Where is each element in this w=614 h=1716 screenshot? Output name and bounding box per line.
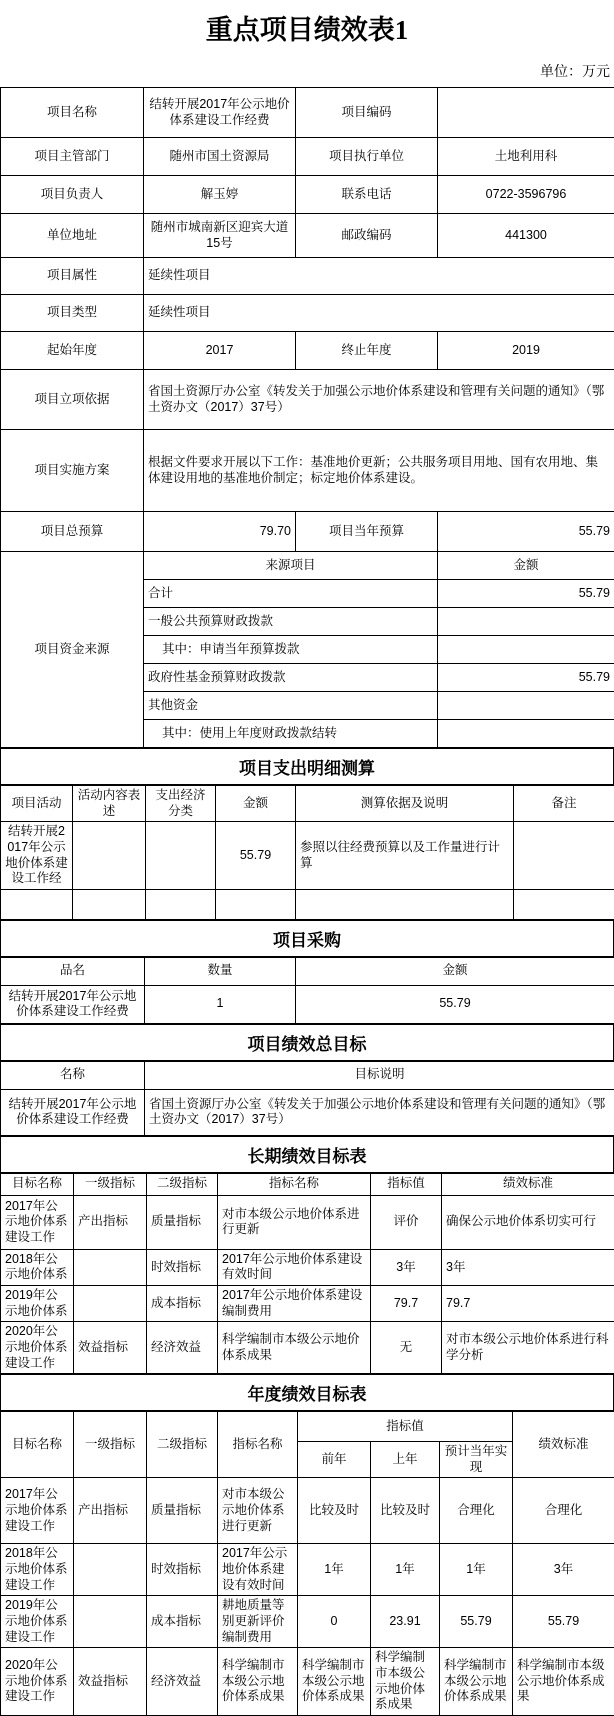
header-standard: 绩效标准 xyxy=(442,1173,614,1195)
header-indicator-value: 指标值 xyxy=(371,1173,442,1195)
cell-level2: 成本指标 xyxy=(147,1286,218,1322)
cell-goal-name: 2018年公示地价体系 xyxy=(1,1249,74,1285)
header-goal-name: 目标名称 xyxy=(1,1412,74,1478)
type-value: 延续性项目 xyxy=(144,295,614,332)
cell-goal-name: 2020年公示地价体系建设工作 xyxy=(1,1648,74,1716)
section-title-overall-goal: 项目绩效总目标 xyxy=(0,1024,614,1061)
header-amount: 金额 xyxy=(216,786,296,822)
cell-activity xyxy=(1,889,73,919)
cell-calc-basis: 参照以往经费预算以及工作量进行计算 xyxy=(296,822,514,890)
cell-expected: 1年 xyxy=(440,1544,513,1596)
address-label: 单位地址 xyxy=(1,214,144,258)
cell-note xyxy=(514,822,614,890)
cell-last-year: 23.91 xyxy=(371,1596,440,1648)
phone-value: 0722-3596796 xyxy=(438,176,614,214)
header-level2-indicator: 二级指标 xyxy=(147,1412,218,1478)
cell-activity-content xyxy=(73,822,146,890)
cell-level1 xyxy=(74,1544,147,1596)
cell-standard: 对市本级公示地价体系进行科学分析 xyxy=(442,1322,614,1374)
exec-unit-label: 项目执行单位 xyxy=(296,138,438,176)
funding-source: 合计 xyxy=(144,580,438,608)
leader-value: 解玉婷 xyxy=(144,176,296,214)
cell-goal-name: 2017年公示地价体系建设工作 xyxy=(1,1195,74,1249)
header-year-before-last: 前年 xyxy=(298,1442,371,1478)
end-year-value: 2019 xyxy=(438,332,614,370)
plan-label: 项目实施方案 xyxy=(1,430,144,512)
attr-label: 项目属性 xyxy=(1,258,144,295)
cell-calc-basis xyxy=(296,889,514,919)
funding-source: 其中：申请当年预算拨款 xyxy=(144,636,438,664)
funding-amount xyxy=(438,608,614,636)
header-note: 备注 xyxy=(514,786,614,822)
cell-standard: 3年 xyxy=(442,1249,614,1285)
cell-indicator: 对市本级公示地价体系进行更新 xyxy=(218,1195,371,1249)
funding-amount: 55.79 xyxy=(438,580,614,608)
cell-goal-name: 2017年公示地价体系建设工作 xyxy=(1,1478,74,1544)
cell-expense-category xyxy=(146,889,216,919)
section-title-longterm: 长期绩效目标表 xyxy=(0,1136,614,1173)
unit-label: 单位：万元 xyxy=(0,49,614,87)
cell-indicator: 2017年公示地价体系建设有效时间 xyxy=(218,1249,371,1285)
dept-value: 随州市国土资源局 xyxy=(144,138,296,176)
cell-note xyxy=(514,889,614,919)
project-code-value xyxy=(438,88,614,138)
header-expected-current-year: 预计当年实现 xyxy=(440,1442,513,1478)
cell-level2: 质量指标 xyxy=(147,1478,218,1544)
cell-level1: 效益指标 xyxy=(74,1648,147,1716)
cell-level1: 产出指标 xyxy=(74,1478,147,1544)
cell-year-before-last: 0 xyxy=(298,1596,371,1648)
header-item-name: 品名 xyxy=(1,957,145,985)
funding-source: 其他资金 xyxy=(144,692,438,720)
funding-amount xyxy=(438,636,614,664)
cell-expected: 合理化 xyxy=(440,1478,513,1544)
cell-indicator: 科学编制市本级公示地价体系成果 xyxy=(218,1322,371,1374)
page-title: 重点项目绩效表1 xyxy=(0,0,614,49)
cell-value: 无 xyxy=(371,1322,442,1374)
cell-standard: 3年 xyxy=(513,1544,614,1596)
year-budget-label: 项目当年预算 xyxy=(296,512,438,552)
section-title-annual: 年度绩效目标表 xyxy=(0,1374,614,1411)
cell-amount: 55.79 xyxy=(216,822,296,890)
cell-goal-name: 2018年公示地价体系建设工作 xyxy=(1,1544,74,1596)
cell-activity-content xyxy=(73,889,146,919)
header-goal-name: 目标名称 xyxy=(1,1173,74,1195)
project-name-label: 项目名称 xyxy=(1,88,144,138)
cell-standard: 合理化 xyxy=(513,1478,614,1544)
cell-indicator: 科学编制市本级公示地价体系成果 xyxy=(218,1648,298,1716)
longterm-goal-table xyxy=(0,1173,614,1374)
header-goal-name: 名称 xyxy=(1,1061,145,1089)
address-value: 随州市城南新区迎宾大道15号 xyxy=(144,214,296,258)
funding-source: 政府性基金预算财政拨款 xyxy=(144,664,438,692)
cell-level1: 效益指标 xyxy=(74,1322,147,1374)
end-year-label: 终止年度 xyxy=(296,332,438,370)
header-standard: 绩效标准 xyxy=(513,1412,614,1478)
cell-level1 xyxy=(74,1249,147,1285)
header-last-year: 上年 xyxy=(371,1442,440,1478)
cell-last-year: 比较及时 xyxy=(371,1478,440,1544)
postcode-label: 邮政编码 xyxy=(296,214,438,258)
cell-value: 评价 xyxy=(371,1195,442,1249)
cell-indicator: 2017年公示地价体系建设编制费用 xyxy=(218,1286,371,1322)
cell-level2: 时效指标 xyxy=(147,1249,218,1285)
header-level1-indicator: 一级指标 xyxy=(74,1173,147,1195)
funding-section-label: 项目资金来源 xyxy=(1,552,144,748)
expense-detail-table xyxy=(0,785,614,920)
project-code-label: 项目编码 xyxy=(296,88,438,138)
cell-amount xyxy=(216,889,296,919)
cell-goal-name: 2019年公示地价体系建设工作 xyxy=(1,1596,74,1648)
procurement-table xyxy=(0,957,614,1024)
funding-amount-header: 金额 xyxy=(438,552,614,580)
cell-expected: 55.79 xyxy=(440,1596,513,1648)
section-title-expense-detail: 项目支出明细测算 xyxy=(0,748,614,785)
header-indicator-name: 指标名称 xyxy=(218,1173,371,1195)
cell-goal-desc: 省国土资源厅办公室《转发关于加强公示地价体系建设和管理有关问题的通知》（鄂土资办文（2017）37号） xyxy=(145,1089,614,1135)
cell-year-before-last: 1年 xyxy=(298,1544,371,1596)
funding-amount: 55.79 xyxy=(438,664,614,692)
year-budget-value: 55.79 xyxy=(438,512,614,552)
funding-amount xyxy=(438,720,614,748)
cell-expense-category xyxy=(146,822,216,890)
funding-source: 其中：使用上年度财政拨款结转 xyxy=(144,720,438,748)
cell-goal-name: 结转开展2017年公示地价体系建设工作经费 xyxy=(1,1089,145,1135)
type-label: 项目类型 xyxy=(1,295,144,332)
start-year-label: 起始年度 xyxy=(1,332,144,370)
cell-indicator: 耕地质量等别更新评价编制费用 xyxy=(218,1596,298,1648)
project-name-value: 结转开展2017年公示地价体系建设工作经费 xyxy=(144,88,296,138)
cell-indicator: 2017年公示地价体系建设有效时间 xyxy=(218,1544,298,1596)
cell-year-before-last: 比较及时 xyxy=(298,1478,371,1544)
plan-value: 根据文件要求开展以下工作：基准地价更新；公共服务项目用地、国有农用地、集体建设用地的基准地价制定；标定地价体系建设。 xyxy=(144,430,614,512)
cell-level2: 时效指标 xyxy=(147,1544,218,1596)
header-activity-content: 活动内容表述 xyxy=(73,786,146,822)
header-level2-indicator: 二级指标 xyxy=(147,1173,218,1195)
phone-label: 联系电话 xyxy=(296,176,438,214)
cell-standard: 确保公示地价体系切实可行 xyxy=(442,1195,614,1249)
annual-goal-table xyxy=(0,1411,614,1716)
cell-goal-name: 2020年公示地价体系建设工作 xyxy=(1,1322,74,1374)
cell-level1: 产出指标 xyxy=(74,1195,147,1249)
basis-value: 省国土资源厅办公室《转发关于加强公示地价体系建设和管理有关问题的通知》（鄂土资办文（2017）37号） xyxy=(144,370,614,430)
cell-level1 xyxy=(74,1286,147,1322)
cell-standard: 79.7 xyxy=(442,1286,614,1322)
header-calc-basis: 测算依据及说明 xyxy=(296,786,514,822)
cell-item-name: 结转开展2017年公示地价体系建设工作经费 xyxy=(1,985,145,1023)
header-goal-desc: 目标说明 xyxy=(145,1061,614,1089)
cell-last-year: 科学编制市本级公示地价体系成果 xyxy=(371,1648,440,1716)
header-level1-indicator: 一级指标 xyxy=(74,1412,147,1478)
cell-year-before-last: 科学编制市本级公示地价体系成果 xyxy=(298,1648,371,1716)
cell-value: 3年 xyxy=(371,1249,442,1285)
cell-value: 79.7 xyxy=(371,1286,442,1322)
funding-source-header: 来源项目 xyxy=(144,552,438,580)
cell-level2: 质量指标 xyxy=(147,1195,218,1249)
cell-expected: 科学编制市本级公示地价体系成果 xyxy=(440,1648,513,1716)
header-indicator-name: 指标名称 xyxy=(218,1412,298,1478)
header-expense-category: 支出经济分类 xyxy=(146,786,216,822)
cell-goal-name: 2019年公示地价体系 xyxy=(1,1286,74,1322)
total-budget-value: 79.70 xyxy=(144,512,296,552)
cell-activity: 结转开展2017年公示地价体系建设工作经 xyxy=(1,822,73,890)
cell-level1 xyxy=(74,1596,147,1648)
total-budget-label: 项目总预算 xyxy=(1,512,144,552)
funding-source: 一般公共预算财政拨款 xyxy=(144,608,438,636)
section-title-procurement: 项目采购 xyxy=(0,920,614,957)
cell-quantity: 1 xyxy=(145,985,296,1023)
cell-level2: 经济效益 xyxy=(147,1322,218,1374)
cell-last-year: 1年 xyxy=(371,1544,440,1596)
dept-label: 项目主管部门 xyxy=(1,138,144,176)
cell-indicator: 对市本级公示地价体系进行更新 xyxy=(218,1478,298,1544)
header-quantity: 数量 xyxy=(145,957,296,985)
header-activity: 项目活动 xyxy=(1,786,73,822)
start-year-value: 2017 xyxy=(144,332,296,370)
basic-info-table xyxy=(0,87,614,748)
basis-label: 项目立项依据 xyxy=(1,370,144,430)
funding-amount xyxy=(438,692,614,720)
exec-unit-value: 土地利用科 xyxy=(438,138,614,176)
cell-standard: 科学编制市本级公示地价体系成果 xyxy=(513,1648,614,1716)
cell-standard: 55.79 xyxy=(513,1596,614,1648)
leader-label: 项目负责人 xyxy=(1,176,144,214)
cell-amount: 55.79 xyxy=(296,985,614,1023)
postcode-value: 441300 xyxy=(438,214,614,258)
cell-level2: 成本指标 xyxy=(147,1596,218,1648)
overall-goal-table xyxy=(0,1061,614,1136)
header-indicator-value-group: 指标值 xyxy=(298,1412,513,1442)
cell-level2: 经济效益 xyxy=(147,1648,218,1716)
attr-value: 延续性项目 xyxy=(144,258,614,295)
header-amount: 金额 xyxy=(296,957,614,985)
